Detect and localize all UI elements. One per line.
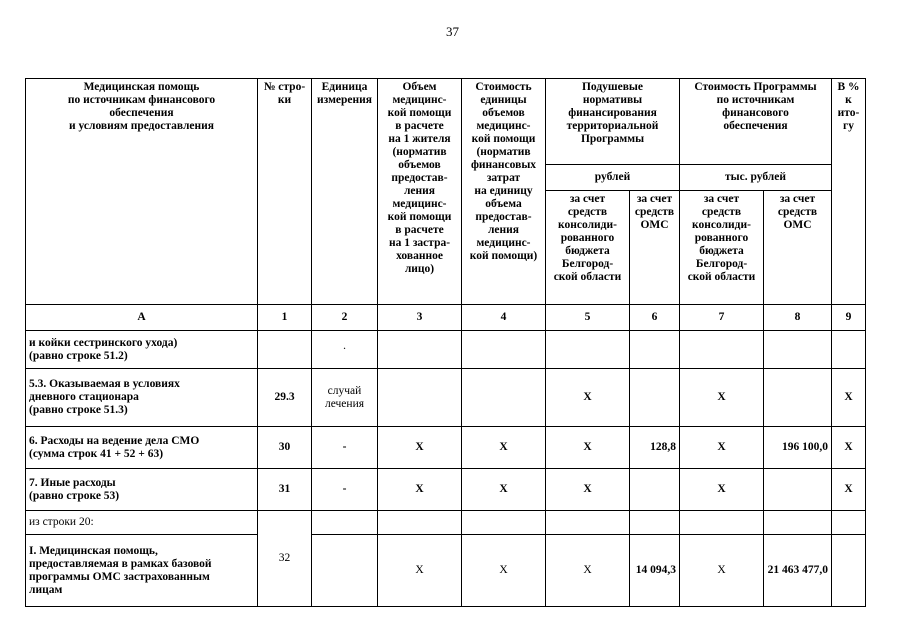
budget-table: [25, 78, 866, 607]
row-per-capita-budget: Х: [546, 469, 630, 511]
table-row: [26, 331, 866, 369]
index-cell: А: [26, 305, 258, 331]
row-per-capita-budget: Х: [546, 535, 630, 607]
row-unit-cost: Х: [462, 469, 546, 511]
row-per-capita-budget: Х: [546, 369, 630, 427]
header-col-5: за счет средств консолиди- рованного бюджета Белгород- ской области: [546, 191, 630, 305]
table-row: [26, 469, 866, 511]
page-number: 37: [446, 24, 459, 39]
header-col-6: за счет средств ОМС: [630, 191, 680, 305]
row-volume: Х: [378, 535, 462, 607]
row-unit: -: [312, 469, 378, 511]
row-label: 7. Иные расходы (равно строке 53): [26, 469, 258, 511]
row-per-capita-budget: Х: [546, 427, 630, 469]
header-unit-thousand-rubles: тыс. рублей: [680, 165, 832, 191]
header-col-9: В % к ито- гу: [832, 79, 866, 305]
index-cell: 4: [462, 305, 546, 331]
index-cell: 7: [680, 305, 764, 331]
row-unit-cost: [462, 331, 546, 369]
row-number: 32: [258, 511, 312, 607]
header-row: [26, 79, 866, 165]
row-percent: Х: [832, 369, 866, 427]
row-percent: Х: [832, 469, 866, 511]
row-unit: ·: [312, 331, 378, 369]
row-unit-cost: Х: [462, 427, 546, 469]
row-cost-budget: Х: [680, 369, 764, 427]
row-volume: [378, 369, 462, 427]
row-unit-cost: [462, 369, 546, 427]
row-unit: -: [312, 427, 378, 469]
row-label: и койки сестринского ухода) (равно строке 51.2): [26, 331, 258, 369]
header-col-4: Стоимость единицы объемов медицинс- кой помощи (норматив финансовых затрат на единицу объема предостав- ления медицинс- кой помощи): [462, 79, 546, 305]
table-row: [26, 535, 866, 607]
table-row: [26, 511, 866, 535]
row-cost-budget: Х: [680, 469, 764, 511]
table-row: [26, 369, 866, 427]
header-col-a: Медицинская помощь по источникам финансового обеспечения и условиям предоставления: [26, 79, 258, 305]
row-per-capita-oms: 14 094,3: [630, 535, 680, 607]
table-row: [26, 427, 866, 469]
row-cost-oms: [764, 331, 832, 369]
header-col-1: № стро- ки: [258, 79, 312, 305]
row-per-capita-oms: 128,8: [630, 427, 680, 469]
row-cost-oms: [764, 369, 832, 427]
row-percent: [832, 331, 866, 369]
index-row: [26, 305, 866, 331]
row-number: [258, 331, 312, 369]
row-percent: [832, 535, 866, 607]
index-cell: 3: [378, 305, 462, 331]
row-per-capita-oms: [630, 331, 680, 369]
row-percent: Х: [832, 427, 866, 469]
index-cell: 9: [832, 305, 866, 331]
index-cell: 2: [312, 305, 378, 331]
row-label: 6. Расходы на ведение дела СМО (сумма строк 41 + 52 + 63): [26, 427, 258, 469]
row-per-capita-oms: [630, 469, 680, 511]
header-unit-rubles: рублей: [546, 165, 680, 191]
row-per-capita-oms: [630, 369, 680, 427]
row-volume: [378, 331, 462, 369]
row-cost-budget: [680, 331, 764, 369]
row-cost-oms: 196 100,0: [764, 427, 832, 469]
index-cell: 6: [630, 305, 680, 331]
row-label: I. Медицинская помощь, предоставляемая в рамках базовой программы ОМС застрахованным лицам: [26, 535, 258, 607]
row-number: 31: [258, 469, 312, 511]
row-unit-cost: Х: [462, 535, 546, 607]
header-col-2: Единица измерения: [312, 79, 378, 305]
index-cell: 5: [546, 305, 630, 331]
row-cost-budget: Х: [680, 427, 764, 469]
row-cost-oms: [764, 469, 832, 511]
index-cell: 1: [258, 305, 312, 331]
row-number: 30: [258, 427, 312, 469]
row-unit: случай лечения: [312, 369, 378, 427]
row-unit: [312, 535, 378, 607]
header-col-3: Объем медицинс- кой помощи в расчете на 1 жителя (норматив объемов предостав- ления медицинс- кой помощи в расчете на 1 застра- хованное лицо): [378, 79, 462, 305]
row-label: из строки 20:: [26, 511, 258, 535]
header-group-5-6: Подушевые нормативы финансирования территориальной Программы: [546, 79, 680, 165]
header-col-8: за счет средств ОМС: [764, 191, 832, 305]
row-cost-oms: 21 463 477,0: [764, 535, 832, 607]
row-number: 29.3: [258, 369, 312, 427]
row-volume: Х: [378, 469, 462, 511]
header-col-7: за счет средств консолиди- рованного бюджета Белгород- ской области: [680, 191, 764, 305]
header-group-7-8: Стоимость Программы по источникам финансового обеспечения: [680, 79, 832, 165]
index-cell: 8: [764, 305, 832, 331]
row-cost-budget: Х: [680, 535, 764, 607]
row-label: 5.3. Оказываемая в условиях дневного стационара (равно строке 51.3): [26, 369, 258, 427]
row-volume: Х: [378, 427, 462, 469]
row-per-capita-budget: [546, 331, 630, 369]
